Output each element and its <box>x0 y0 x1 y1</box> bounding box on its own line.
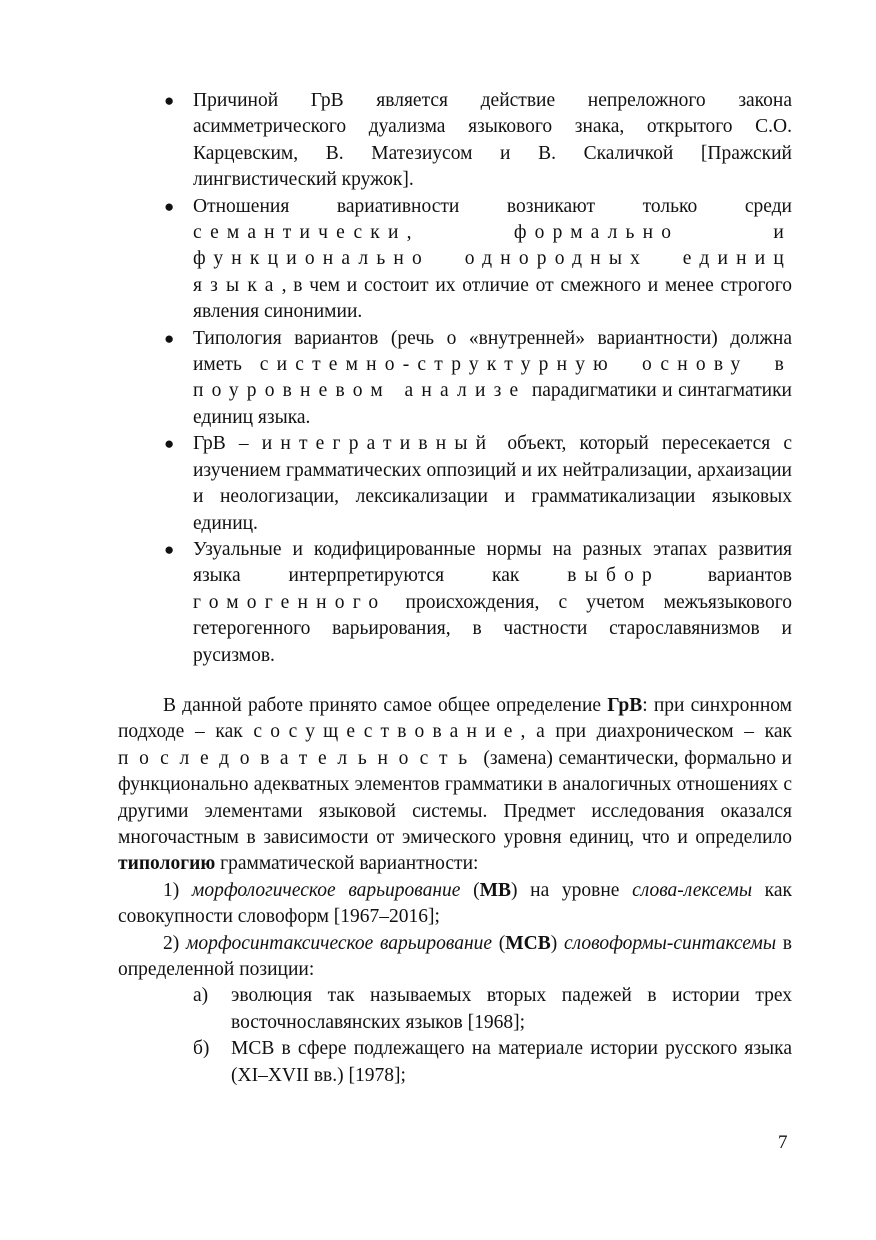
spaced-term: интегративный <box>261 433 495 455</box>
bold-term: ГрВ <box>607 694 643 716</box>
spaced-term: сосуществование <box>253 721 521 743</box>
bullet-dot-icon: ● <box>164 539 175 559</box>
numbered-item-2: 2) морфосинтаксическое варьирование (МСВ) словоформы-синтаксемы в определенной позиции: <box>118 932 792 980</box>
bullet-item-5: ● Узуальные и кодифицированные нормы на разных этапах развития языка интерпретируются как выбор вариантов гомогенного происхождения, с учетом межъязыкового гетерогенного варьирования, в частности старославянизмов и русизмов. <box>164 538 792 666</box>
spaced-term: выбор <box>567 565 660 587</box>
bullet-item-3: ● Типология вариантов (речь о «внутренней» вариантности) должна иметь системно-структурную основу в поуровневом анализе парадигматики и синтагматики единиц языка. <box>164 327 792 428</box>
bullet-dot-icon: ● <box>164 434 175 454</box>
bullet-item-1: ● Причиной ГрВ является действие непреложного закона асимметрического дуализма языкового знака, открытого С.О. Карцевским, В. Матезиусом и В. Скаличкой [Пражский лингвистический кружок]. <box>164 90 792 191</box>
bullet-dot-icon: ● <box>164 196 175 216</box>
spaced-term: семантически, формально и функционально однородных единиц языка <box>193 222 792 296</box>
spaced-term: гомогенного <box>193 591 387 613</box>
bullet-dot-icon: ● <box>164 328 175 348</box>
italic-term: морфологическое варьирование <box>191 879 461 901</box>
italic-term: морфосинтаксическое варьирование <box>185 932 493 954</box>
italic-term: словоформы-синтаксемы <box>563 932 777 954</box>
numbered-item-1: 1) морфологическое варьирование (МВ) на уровне слова-лексемы как совокупности словоформ [1967–2016]; <box>118 879 792 928</box>
italic-term: слова-лексемы <box>632 879 753 901</box>
sub-item-label: б) <box>193 1038 210 1060</box>
sub-item-b: б) МСВ в сфере подлежащего на материале истории русского языка (XI–XVII вв.) [1978]; <box>193 1038 792 1086</box>
spaced-term: последовательность <box>118 747 478 769</box>
bullet-item-2: ● Отношения вариативности возникают только среди семантически, формально и функционально однородных единиц языка, в чем и состоит их отличие от смежного и менее строгого явления синонимии. <box>164 195 792 323</box>
bullet-list <box>118 88 792 669</box>
sub-item-a: а) эволюция так называемых вторых падежей в истории трех восточнославянских языков [1968]; <box>193 985 792 1033</box>
definition-paragraph: В данной работе принято самое общее определение ГрВ: при синхронном подходе – как сосуществование, а при диахроническом – как последовательность (замена) семантически, формально и функционально адекватных элементов грамматики в аналогичных отношениях с другими элементами языковой системы. Предмет исследования оказался многочастным в зависимости от эмического уровня единиц, что и определило типологию грамматической вариантности: <box>118 694 792 875</box>
bold-term: МВ <box>479 879 511 901</box>
bullet-dot-icon: ● <box>164 91 175 110</box>
page-number: 7 <box>778 1132 788 1153</box>
bold-term: типологию <box>118 853 216 875</box>
bullet-item-4: ● ГрВ – интегративный объект, который пересекается с изучением грамматических оппозиций и их нейтрализации, архаизации и неологизации, лексикализации и грамматикализации языковых единиц. <box>164 433 792 534</box>
page-content <box>118 88 792 1089</box>
bold-term: МСВ <box>505 932 551 954</box>
sub-item-label: а) <box>193 985 209 1007</box>
spaced-term: системно-структурную основу в поуровневом анализе <box>193 354 792 402</box>
